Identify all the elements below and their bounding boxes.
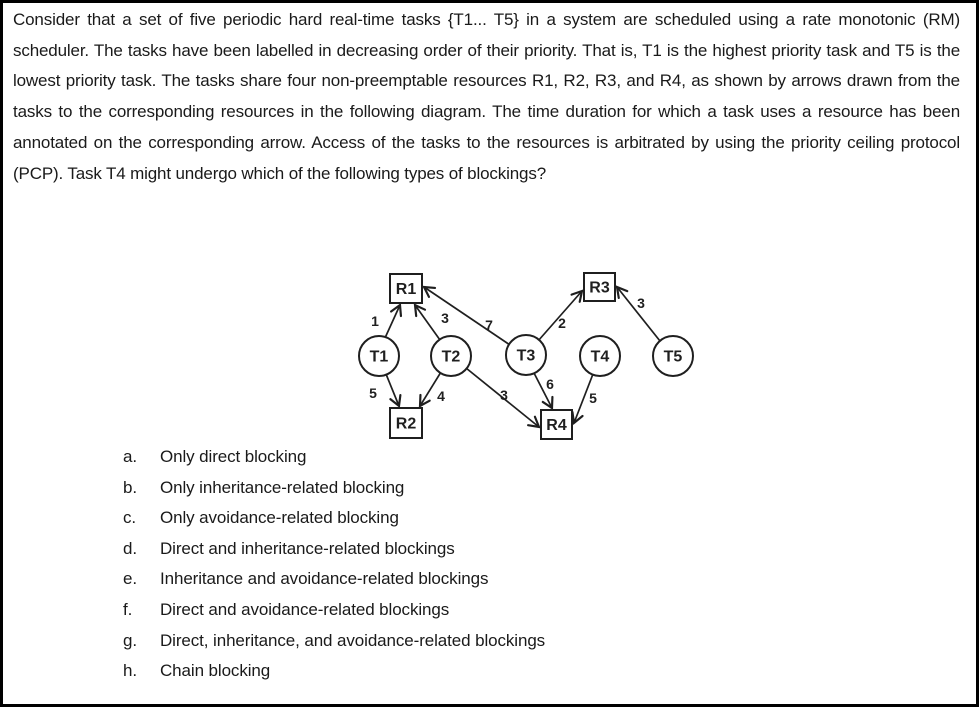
option-letter: h. (123, 661, 137, 681)
edge-duration-label: 7 (485, 317, 493, 333)
task-node-T3 (506, 335, 546, 375)
option-row-d (123, 539, 823, 570)
option-text: Only avoidance-related blocking (160, 508, 399, 528)
edge-duration-label: 5 (589, 390, 597, 406)
option-row-h (123, 661, 823, 692)
edge-T3-R3 (538, 291, 582, 341)
edge-duration-label: 3 (441, 310, 449, 326)
task-label: T4 (590, 348, 610, 366)
edge-duration-label: 4 (437, 388, 445, 404)
option-letter: b. (123, 477, 137, 497)
resource-label: R1 (395, 281, 417, 298)
option-row-b (123, 478, 823, 509)
edge-duration-label: 3 (500, 387, 508, 403)
option-row-g (123, 631, 823, 662)
resource-label: R2 (395, 415, 417, 433)
resource-node-R2 (390, 408, 422, 438)
option-letter: e. (123, 569, 137, 589)
option-row-c (123, 508, 823, 539)
option-letter: a. (123, 447, 137, 466)
task-label: T3 (516, 347, 536, 365)
task-label: T5 (663, 348, 683, 366)
option-text: Chain blocking (160, 661, 271, 681)
task-node-T4 (580, 336, 620, 376)
edge-T1-R2 (369, 374, 399, 406)
edge-T2-R4 (466, 368, 539, 427)
edge-arrow (385, 305, 400, 338)
edge-duration-label: 5 (369, 385, 377, 401)
edge-T2-R2 (420, 372, 445, 406)
task-node-T2 (431, 336, 471, 376)
option-text: Only inheritance-related blocking (160, 477, 405, 497)
option-row-f (123, 600, 823, 631)
option-text: Direct and inheritance-related blockings (160, 538, 455, 558)
edge-arrow (386, 374, 399, 406)
edge-duration-label: 6 (546, 376, 554, 392)
option-letter: g. (123, 630, 137, 650)
option-row-e (123, 569, 823, 600)
task-node-T1 (359, 336, 399, 376)
task-label: T2 (441, 348, 461, 366)
resource-node-R4 (541, 410, 572, 439)
edge-T1-R1 (371, 305, 400, 338)
option-text: Direct and avoidance-related blockings (160, 599, 450, 619)
edge-T3-R4 (534, 373, 554, 408)
options-list (123, 447, 823, 692)
resource-node-R3 (584, 273, 615, 301)
option-text: Only direct blocking (160, 447, 307, 466)
edge-duration-label: 3 (637, 295, 645, 311)
edge-T5-R3 (617, 287, 660, 341)
resource-allocation-diagram (333, 258, 723, 453)
option-letter: d. (123, 538, 137, 558)
edge-duration-label: 1 (371, 313, 379, 329)
edge-T2-R1 (415, 305, 449, 340)
option-letter: c. (123, 508, 137, 528)
option-letter: f. (123, 599, 133, 619)
task-label: T1 (369, 348, 389, 366)
option-text: Direct, inheritance, and avoidance-related blockings (160, 630, 546, 650)
edge-arrow (415, 305, 440, 340)
edge-duration-label: 2 (558, 315, 566, 331)
option-row-a (123, 447, 823, 478)
option-text: Inheritance and avoidance-related blockings (160, 569, 489, 589)
resource-node-R1 (390, 274, 422, 303)
edge-T4-R4 (574, 374, 597, 423)
question-text: Consider that a set of five periodic hard real-time tasks {T1... T5} in a system are scheduled using a rate monotonic (RM) scheduler. The tasks have been labelled in decreasing order of their priority. That is, T1 is the highest priority task and T5 is the lowest priority task. The tasks share four non-preemptable resources R1, R2, R3, and R4, as shown by arrows drawn from the tasks to the corresponding resources in the following diagram. The time duration for which a task uses a resource has been annotated on the corresponding arrow. Access of the tasks to the resources is arbitrated by using the priority ceiling protocol (PCP). Task T4 might undergo which of the following types of blockings? (13, 10, 960, 183)
task-node-T5 (653, 336, 693, 376)
resource-label: R4 (546, 417, 567, 434)
resource-label: R3 (589, 279, 610, 297)
